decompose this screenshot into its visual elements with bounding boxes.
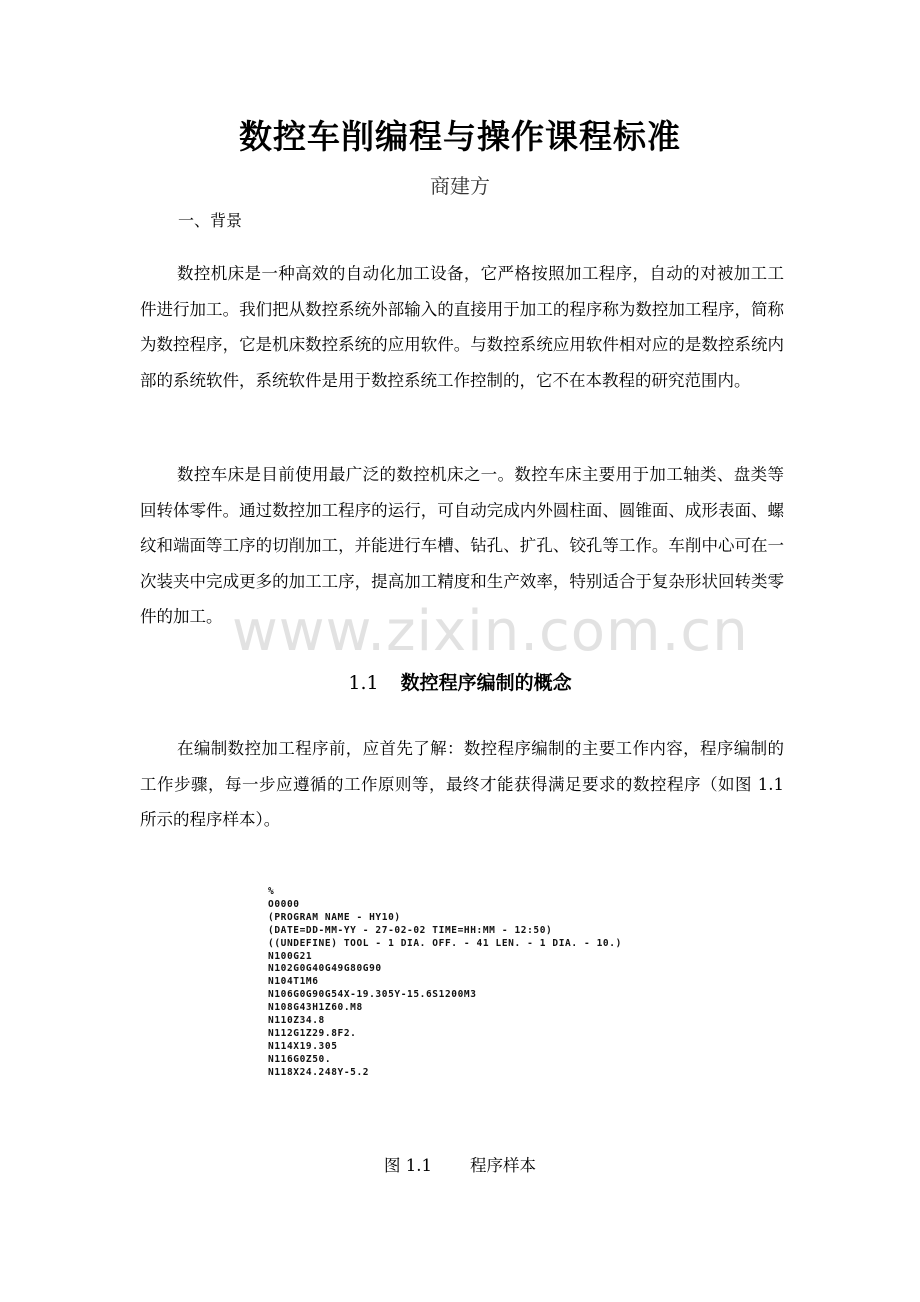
code-line: (DATE=DD-MM-YY - 27-02-02 TIME=HH:MM - 12:50) xyxy=(268,924,553,936)
subsection-number: 1.1 xyxy=(348,672,379,694)
figure-caption-number: 图 1.1 xyxy=(384,1156,432,1175)
code-line: N106G0G90G54X-19.305Y-15.6S1200M3 xyxy=(268,989,477,1001)
author-name: 商建方 xyxy=(430,174,490,198)
code-line: N108G43H1Z60.M8 xyxy=(268,1002,363,1014)
subsection-heading xyxy=(0,667,920,699)
code-line: N102G0G40G49G80G90 xyxy=(268,963,382,975)
subsection-title: 数控程序编制的概念 xyxy=(400,672,572,694)
code-line: (PROGRAM NAME - HY10) xyxy=(268,911,401,923)
code-line: ((UNDEFINE) TOOL - 1 DIA. OFF. - 41 LEN. - 1 DIA. - 10.) xyxy=(268,937,622,949)
figure-caption xyxy=(0,1151,920,1181)
code-line: N112G1Z29.8F2. xyxy=(268,1027,357,1039)
program-sample-figure xyxy=(268,886,688,1090)
code-line: N116G0Z50. xyxy=(268,1053,332,1065)
paragraph-cnc-lathe-intro: 数控车床是目前使用最广泛的数控机床之一。数控车床主要用于加工轴类、盘类等回转体零件。通过数控加工程序的运行，可自动完成内外圆柱面、圆锥面、成形表面、螺纹和端面等工序的切削加工，并能进行车槽、钻孔、扩孔、铰孔等工作。车削中心可在一次装夹中完成更多的加工工序，提高加工精度和生产效率，特别适合于复杂形状回转类零件的加工。 xyxy=(140,465,784,626)
code-line: O0000 xyxy=(268,898,300,910)
code-line: N118X24.248Y-5.2 xyxy=(268,1066,370,1078)
code-line: N110Z34.8 xyxy=(268,1015,325,1027)
code-line: N114X19.305 xyxy=(268,1040,338,1052)
code-line: % xyxy=(268,886,275,897)
section-heading-background: 一、背景 xyxy=(178,211,243,230)
watermark: www.zixin.com.cn xyxy=(232,599,749,664)
paragraph-cnc-machine-intro: 数控机床是一种高效的自动化加工设备，它严格按照加工程序，自动的对被加工工件进行加工。我们把从数控系统外部输入的直接用于加工的程序称为数控加工程序，简称为数控程序，它是机床数控系统的应用软件。与数控系统应用软件相对应的是数控系统内部的系统软件，系统软件是用于数控系统工作控制的，它不在本教程的研究范围内。 xyxy=(140,264,784,390)
document-title: 数控车削编程与操作课程标准 xyxy=(239,117,681,156)
code-line: N104T1M6 xyxy=(268,976,319,988)
paragraph-programming-overview: 在编制数控加工程序前，应首先了解：数控程序编制的主要工作内容，程序编制的工作步骤，每一步应遵循的工作原则等，最终才能获得满足要求的数控程序（如图 1.1 所示的程序样本）。 xyxy=(140,739,784,829)
figure-caption-text: 程序样本 xyxy=(470,1156,536,1175)
code-line: N100G21 xyxy=(268,950,313,962)
